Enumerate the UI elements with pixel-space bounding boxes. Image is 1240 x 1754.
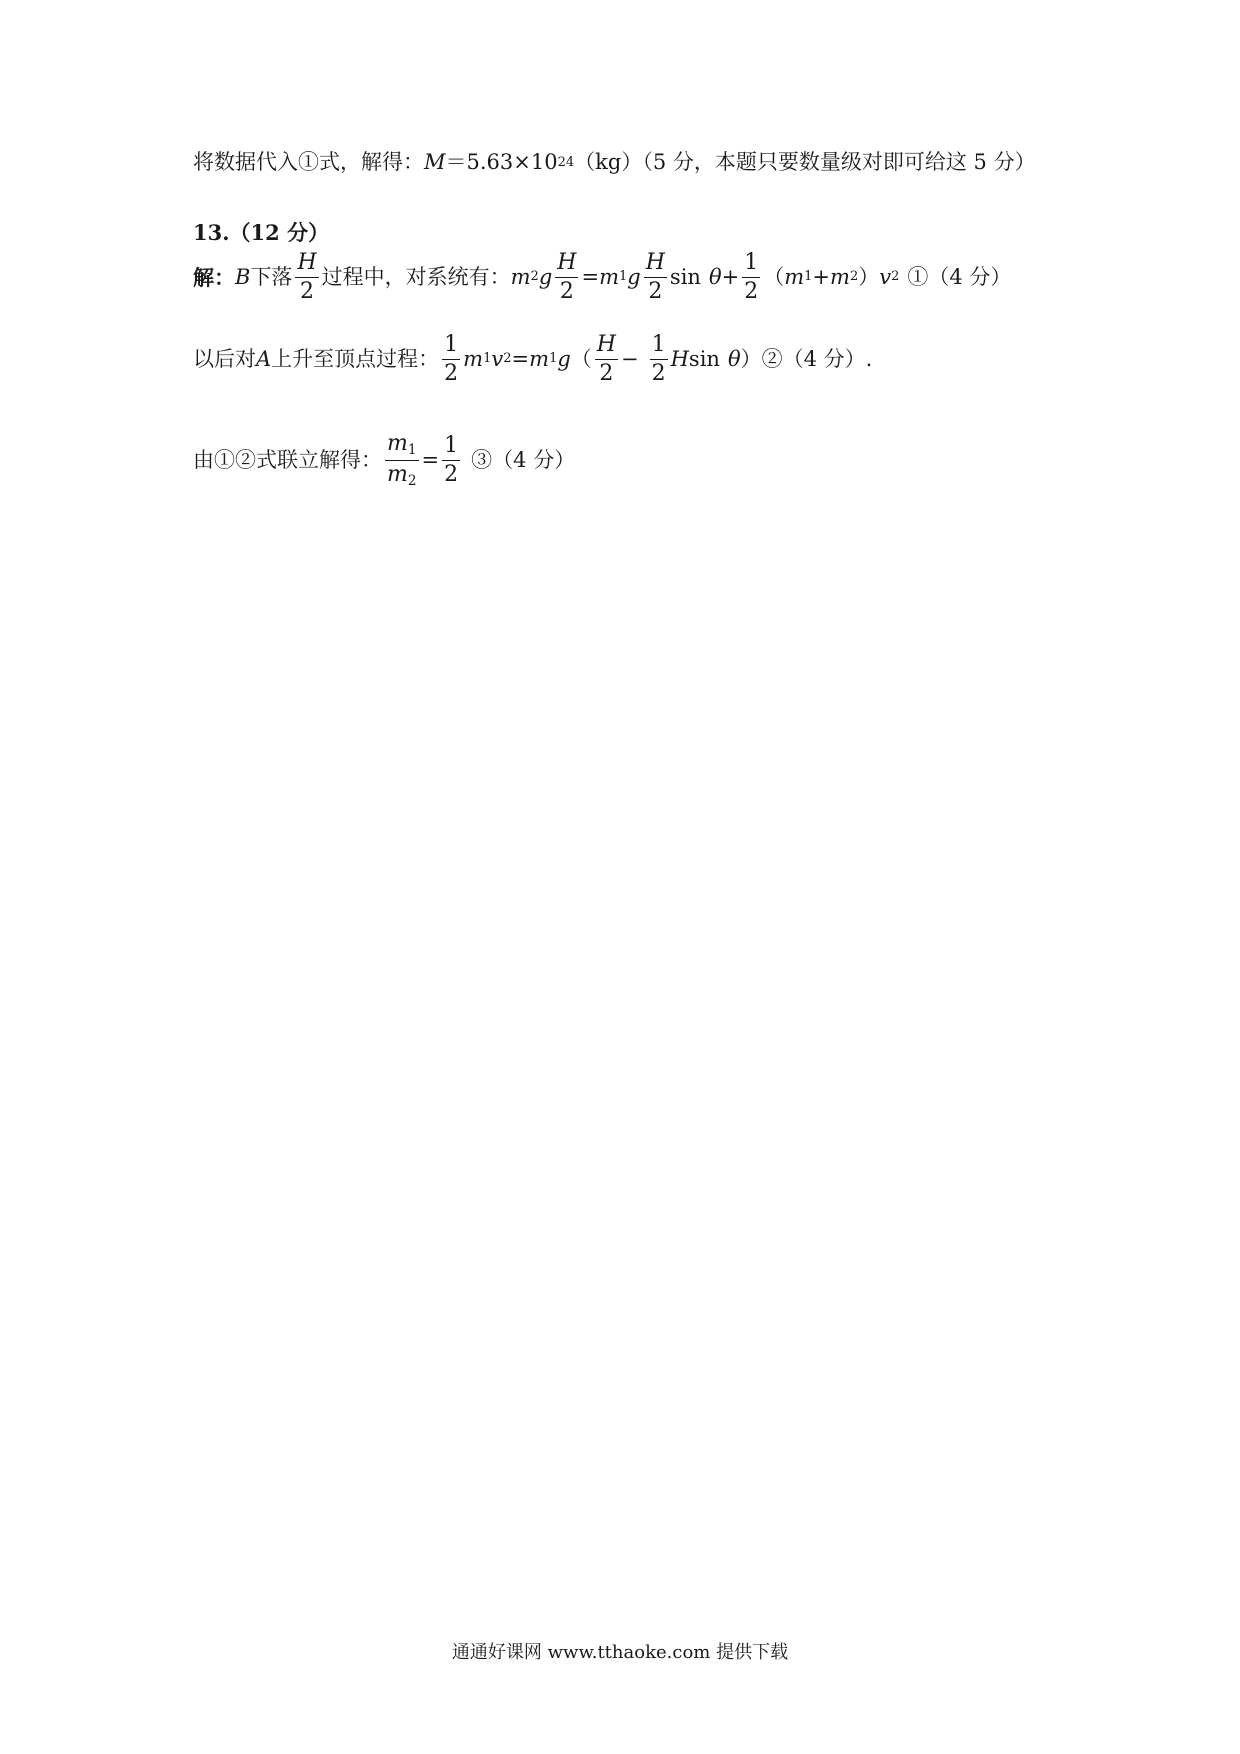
mass-symbol: m (830, 264, 850, 289)
gravity-symbol: g (538, 264, 553, 289)
mass-symbol: m (510, 264, 531, 289)
sine-function: sin (669, 264, 701, 289)
subscript: 2 (407, 472, 417, 489)
fraction-h-over-2 (295, 251, 318, 302)
fraction-1-over-2 (442, 434, 460, 485)
plus-sign: + (812, 264, 831, 289)
gravity-symbol: g (627, 264, 641, 289)
fraction-denominator: 2 (444, 461, 459, 487)
height-symbol: H (670, 346, 689, 371)
mass-symbol: m (387, 461, 408, 487)
fraction-m1-over-m2 (385, 432, 419, 488)
mass-exponent: 24 (557, 154, 575, 170)
fraction-h-over-2 (555, 251, 578, 302)
mass-symbol: m (784, 264, 805, 289)
fraction-denominator: 2 (651, 360, 666, 386)
fraction-numerator (385, 432, 419, 460)
subscript: 1 (483, 351, 492, 367)
fraction-denominator: 2 (599, 360, 614, 386)
solution-equation-3 (193, 430, 575, 490)
object-a: A (256, 346, 272, 371)
text-then: 以后对 (193, 346, 256, 371)
superscript: 2 (891, 269, 900, 285)
solution-label: 解： (193, 264, 235, 290)
fraction-numerator: 1 (650, 333, 668, 359)
mass-value: ＝5.63×10 (445, 150, 558, 174)
fraction-h-over-2 (644, 251, 667, 302)
subscript: 2 (530, 269, 539, 285)
equals-sign: = (421, 447, 440, 472)
theta-symbol: θ (708, 264, 722, 289)
fraction-1-over-2 (650, 333, 668, 384)
equals-sign: = (581, 264, 600, 289)
text-falling: 下落 (250, 264, 293, 289)
result-note: （kg）（5 分，本题只要数量级对即可给这 5 分） (574, 150, 1036, 174)
left-paren: （ (763, 264, 785, 289)
mass-symbol: m (463, 346, 484, 371)
velocity-symbol: v (491, 346, 504, 371)
result-prefix: 将数据代入①式，解得： (193, 150, 424, 174)
equation-mark-1: ①（4 分） (907, 264, 1012, 289)
fraction-denominator: 2 (648, 278, 663, 304)
subscript: 1 (549, 351, 558, 367)
gravity-symbol: g (557, 346, 571, 371)
text-combine: 由①②式联立解得： (193, 447, 382, 472)
text-rising: 上升至顶点过程： (271, 346, 440, 371)
fraction-h-over-2 (595, 333, 618, 384)
fraction-denominator: 2 (559, 278, 574, 304)
subscript: 2 (849, 269, 859, 285)
object-b: B (235, 264, 251, 289)
trailing-dot: . (865, 346, 873, 371)
subscript: 1 (804, 269, 813, 285)
fraction-denominator (385, 461, 419, 488)
subscript: 1 (619, 269, 628, 285)
solution-equation-2 (193, 330, 872, 388)
right-paren: ） (858, 264, 880, 289)
mass-symbol: m (599, 264, 619, 289)
question-heading (193, 222, 329, 243)
question-number: 13.（12 分） (193, 220, 330, 245)
fraction-1-over-2 (742, 251, 760, 302)
sine-function: sin (688, 346, 720, 371)
result-line (193, 152, 1036, 173)
fraction-1-over-2 (442, 333, 460, 384)
solution-equation-1 (193, 248, 1011, 306)
mass-variable: M (424, 150, 446, 174)
fraction-denominator: 2 (300, 278, 315, 304)
fraction-numerator: H (644, 251, 667, 277)
fraction-numerator: 1 (442, 434, 460, 460)
plus-sign: + (721, 264, 740, 289)
fraction-numerator: 1 (442, 333, 460, 359)
fraction-numerator: 1 (742, 251, 760, 277)
fraction-numerator: H (595, 333, 618, 359)
fraction-denominator: 2 (744, 278, 759, 304)
equals-sign: = (511, 346, 530, 371)
page-footer (0, 1638, 1240, 1664)
equation-mark-3: ③（4 分） (471, 447, 576, 472)
velocity-symbol: v (879, 264, 892, 289)
superscript: 2 (503, 351, 512, 367)
fraction-numerator: H (555, 251, 578, 277)
text-system: 过程中，对系统有： (321, 264, 511, 289)
minus-sign: − (620, 346, 639, 371)
footer-text: 通通好课网 www.tthaoke.com 提供下载 (451, 1642, 789, 1663)
equation-mark-2: ②（4 分） (761, 346, 866, 371)
mass-symbol: m (387, 431, 408, 457)
fraction-denominator: 2 (444, 360, 459, 386)
right-paren: ） (740, 346, 762, 371)
fraction-numerator: H (295, 251, 318, 277)
mass-symbol: m (529, 346, 550, 371)
subscript: 1 (407, 442, 417, 459)
theta-symbol: θ (727, 346, 741, 371)
left-paren: （ (570, 346, 592, 371)
